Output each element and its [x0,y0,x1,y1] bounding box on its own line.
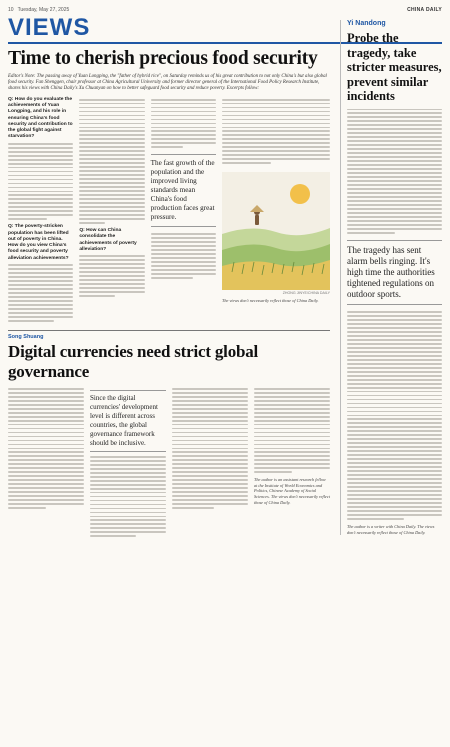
side-author: Yi Nandong [347,20,386,27]
side-column [340,20,442,535]
body-text-block [254,388,330,474]
page-content [8,20,442,563]
body-text-block [347,109,442,234]
body-text-block [151,99,216,149]
left-area [8,48,330,563]
body-text-block [172,388,248,509]
page-number: 10 [8,6,14,13]
second-article-columns [8,386,330,542]
second-pull-quote: Since the digital currencies' development level is different across countries, the global governance framework should be inclusive. [90,390,166,452]
issue-date: Tuesday, May 27, 2025 [17,6,70,13]
second-headline: Digital currencies need strict global governance [8,341,259,381]
section-title: VIEWS [8,14,91,41]
second-byline: Song Shuang [8,333,44,340]
main-pull-quote: The fast growth of the population and the improved living standards mean China's food production faces great pressure. [151,154,216,227]
body-text-block [90,456,166,538]
main-column-2 [79,97,144,326]
question-3: Q: How can China consolidate the achievements of poverty alleviation? [79,228,137,252]
side-headline: Probe the tragedy, take stricter measures, prevent similar incidents [347,31,442,103]
question-2: Q: The poverty-stricken population has been lifted out of poverty in China. How do you view China's food security and poverty alleviation achievements? [8,224,69,261]
main-column-1 [8,97,73,326]
main-footnote: The views don't necessarily reflect those of China Daily. [221,298,319,304]
second-column-3 [172,386,248,542]
body-text-block [347,311,442,520]
second-footnote: The author is an assistant research fellow at the Institute of World Economics and Politics, Chinese Academy of Social Sciences. The views don't necessarily reflect those of China Daily. [254,477,330,505]
farmland-illustration-graphic [222,172,330,290]
paper-name: CHINA DAILY [407,6,442,13]
body-text-block [8,143,73,221]
main-headline: Time to cherish precious food security [8,48,318,69]
rice-field-illustration [222,172,330,290]
body-text-block [222,99,330,165]
body-text-block [79,99,144,224]
body-text-block [79,255,144,297]
article-divider [8,330,330,331]
editor-note: Editor's Note: The passing away of Yuan Longping, the "father of hybrid rice", on Saturday reminds us of his great contribution to not only China's but also global food security. Fan Shenggen, chair professor at China Agricultural University and former director general of the International Food Policy Research Institute, shares his views with China Daily's Xu Chuanyan on how to better safeguard food security and reduce poverty. Excerpts follow: [8,74,327,92]
main-column-3 [151,97,216,326]
main-column-4 [222,97,330,326]
main-article-columns [8,97,330,326]
page-folio [8,5,442,14]
illustration-credit: ZHONG JINYE/CHINA DAILY [282,291,330,296]
side-footnote: The author is a writer with China Daily. The views don't necessarily reflect those of China Daily. [347,523,435,535]
body-text-block [8,264,73,322]
side-pull-quote: The tragedy has sent alarm bells ringing. It's high time the authorities tightened regulations on outdoor sports. [347,240,442,305]
second-column-1 [8,386,84,542]
second-column-4 [254,386,330,542]
body-text-block [8,388,84,509]
question-1: Q: How do you evaluate the achievements of Yuan Longping, and his role in ensuring China's food security and contribution to the global fight against starvation? [8,96,73,140]
second-column-2 [90,386,166,542]
body-text-block [151,233,216,279]
